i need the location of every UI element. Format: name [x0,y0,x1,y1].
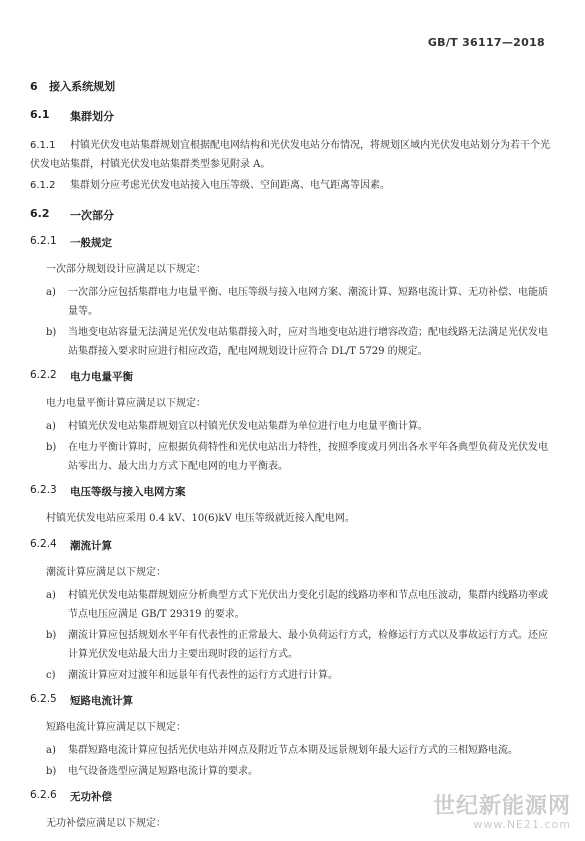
watermark [433,789,571,831]
item-text: 村镇光伏发电站集群规划应分析典型方式下光伏出力变化引起的线路功率和节点电压波动，集群内线路功率或节点电压应满足 GB/T 29319 的要求。 [68,590,548,620]
item-label: a) [46,745,56,756]
lead-text: 无功补偿应满足以下规定： [46,818,166,829]
list-item [46,586,550,624]
list-item [46,626,550,664]
item-label: b) [46,327,57,338]
watermark-text: 世纪新能源网 [432,794,571,819]
section-title: 无功补偿 [70,791,112,803]
clause-6-1-1 [30,136,550,174]
lead-text: 短路电流计算应满足以下规定： [46,722,186,733]
section-number: 6.2.3 [30,484,57,496]
section-title: 一般规定 [70,237,112,249]
standard-code: GB/T 36117—2018 [427,36,545,49]
item-text: 在电力平衡计算时，应根据负荷特性和光伏电站出力特性，按照季度或月列出各水平年各典型负荷及光伏发电站零出力、最大出力方式下配电网的电力平衡表。 [68,442,548,472]
item-label: a) [46,421,56,432]
section-number: 6.2 [30,207,50,220]
document-body [30,78,550,837]
section-number: 6.2.5 [30,693,57,705]
section-title: 潮流计算 [70,540,112,552]
section-title: 电力电量平衡 [70,371,133,383]
lead-text: 一次部分规划设计应满足以下规定： [46,264,206,275]
item-text: 一次部分应包括集群电力电量平衡、电压等级与接入电网方案、潮流计算、短路电流计算、无功补偿、电能质量等。 [68,287,548,317]
item-text: 潮流计算应对过渡年和远景年有代表性的运行方式进行计算。 [68,670,338,681]
section-6-2-heading [30,207,550,223]
lead-text: 电力电量平衡计算应满足以下规定： [46,398,206,409]
item-text: 潮流计算应包括规划水平年有代表性的正常最大、最小负荷运行方式，检修运行方式以及事故运行方式。还应计算光伏发电站最大出力主要出现时段的运行方式。 [68,630,548,660]
section-number: 6.2.1 [30,235,57,247]
list-item [46,417,550,436]
list-item [46,323,550,361]
section-6-2-5-heading [30,693,550,708]
section-6-2-2-heading [30,369,550,384]
section-title: 集群划分 [70,110,114,123]
list-item [46,762,550,781]
item-text: 集群短路电流计算应包括光伏电站并网点及附近节点本期及远景规划年最大运行方式的三相短路电流。 [68,745,518,756]
clause-number: 6.1.2 [30,180,56,191]
item-label: b) [46,630,57,641]
section-number: 6.2.4 [30,538,57,550]
section-number: 6.2.6 [30,789,57,801]
item-label: a) [46,287,56,298]
section-number: 6.2.2 [30,369,57,381]
clause-number: 6.1.1 [30,140,56,151]
lead-text: 潮流计算应满足以下规定： [46,567,166,578]
list-item [46,666,550,685]
list-item [46,741,550,760]
section-title: 接入系统规划 [49,80,116,93]
section-6-2-3-heading [30,484,550,499]
clause-6-1-2 [30,176,550,195]
list-item [46,283,550,321]
item-label: c) [46,670,56,681]
list-item [46,438,550,476]
clause-text: 村镇光伏发电站集群规划宜根据配电网结构和光伏发电站分布情况，将规划区域内光伏发电站划分为若干个光伏发电站集群，村镇光伏发电站集群类型参见附录 A。 [30,140,550,170]
item-text: 电气设备选型应满足短路电流计算的要求。 [68,766,258,777]
section-6-heading [30,78,550,94]
item-label: b) [46,766,57,777]
section-number: 6 [30,80,38,93]
section-number: 6.1 [30,108,50,121]
item-label: a) [46,590,56,601]
item-text: 村镇光伏发电站集群规划宜以村镇光伏发电站集群为单位进行电力电量平衡计算。 [68,421,428,432]
item-label: b) [46,442,57,453]
section-6-2-4-heading [30,538,550,553]
watermark-url: www.NE21.com [473,818,571,831]
lead-text: 村镇光伏发电站应采用 0.4 kV、10(6)kV 电压等级就近接入配电网。 [46,513,355,524]
section-title: 一次部分 [70,209,114,222]
section-6-2-1-heading [30,235,550,250]
section-title: 短路电流计算 [70,695,133,707]
section-6-1-heading [30,108,550,124]
section-title: 电压等级与接入电网方案 [70,486,186,498]
item-text: 当地变电站容量无法满足光伏发电站集群接入时，应对当地变电站进行增容改造；配电线路无法满足光伏发电站集群接入要求时应进行相应改造，配电网规划设计应符合 DL/T 5729 的规定。 [68,327,548,357]
clause-text: 集群划分应考虑光伏发电站接入电压等级、空间距离、电气距离等因素。 [70,180,390,191]
